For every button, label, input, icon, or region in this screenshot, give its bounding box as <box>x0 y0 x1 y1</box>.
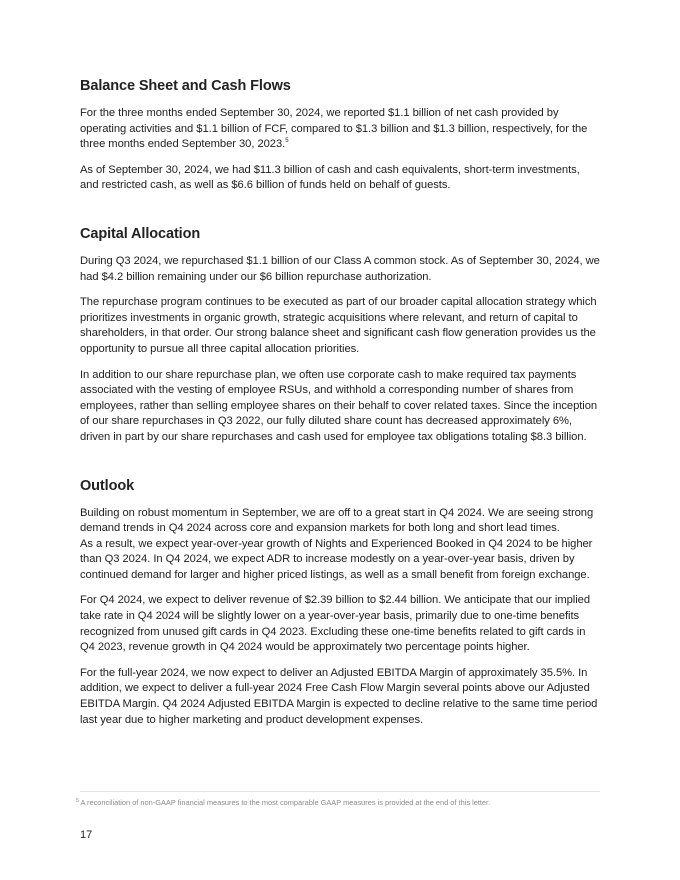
paragraph: For Q4 2024, we expect to deliver revenue of $2.39 billion to $2.44 billion. We anticipate that our implied take rate in Q4 2024 will be slightly lower on a year-over-year basis, primarily due to one-time benefits recognized from unused gift cards in Q4 2023. Excluding these one-time benefits related to gift cards in Q4 2023, revenue growth in Q4 2024 would be approximately two percentage points higher. <box>80 594 590 654</box>
footnote-ref[interactable]: 5 <box>285 138 289 145</box>
paragraph-text: Building on robust momentum in September, we are off to a great start in Q4 2024. We are seeing strong demand trends in Q4 2024 across core and expansion markets for both long and short lead times. <box>80 506 594 535</box>
section-outlook <box>80 476 600 729</box>
paragraph: During Q3 2024, we repurchased $1.1 billion of our Class A common stock. As of September 30, 2024, we had $4.2 billion remaining under our $6 billion repurchase authorization. <box>80 254 600 283</box>
section-heading: Outlook <box>80 477 135 494</box>
footnote-divider <box>80 791 600 792</box>
paragraph <box>80 106 600 153</box>
section-capital-allocation <box>80 224 600 446</box>
paragraph-continuation: As a result, we expect year-over-year growth of Nights and Experienced Booked in Q4 2024 to be higher than Q3 2024. In Q4 2024, we expect ADR to increase modestly on a year-over-year basis, driven by continued demand for larger and higher priced listings, as well as a small benefit from foreign exchange. <box>80 537 593 581</box>
section-heading: Capital Allocation <box>80 225 201 242</box>
page-number: 17 <box>80 829 93 841</box>
footnote-text: A reconciliation of non-GAAP financial measures to the most comparable GAAP measures is provided at the end of this letter. <box>80 798 491 807</box>
paragraph-text: For the three months ended September 30, 2024, we reported $1.1 billion of net cash provided by operating activities and $1.1 billion of FCF, compared to $1.3 billion and $1.3 billion, respectively, for the three months ended September 30, 2023. <box>80 107 588 151</box>
paragraph: In addition to our share repurchase plan, we often use corporate cash to make required tax payments associated with the vesting of employee RSUs, and withhold a corresponding number of shares from employees, rather than selling employee shares on their behalf to cover related taxes. Since the inception of our share repurchases in Q3 2022, our fully diluted share count has decreased approximately 6%, driven in part by our share repurchases and cash used for employee tax obligations totaling $8.3 billion. <box>80 368 598 443</box>
section-balance-sheet <box>80 76 600 194</box>
footnote-marker: 5 <box>76 798 79 804</box>
page-content <box>80 76 600 744</box>
section-heading: Balance Sheet and Cash Flows <box>80 78 291 94</box>
paragraph: For the full-year 2024, we now expect to deliver an Adjusted EBITDA Margin of approximately 35.5%. In addition, we expect to deliver a full-year 2024 Free Cash Flow Margin several points above our Adjusted EBITDA Margin. Q4 2024 Adjusted EBITDA Margin is expected to decline relative to the same time period last year due to higher marketing and product development expenses. <box>80 666 598 726</box>
paragraph: The repurchase program continues to be executed as part of our broader capital allocation strategy which prioritizes investments in organic growth, strategic acquisitions where relevant, and return of capital to shareholders, in that order. Our strong balance sheet and significant cash flow generation provides us the opportunity to pursue all three capital allocation priorities. <box>80 296 597 355</box>
footnote <box>76 798 606 808</box>
paragraph <box>80 506 600 584</box>
paragraph: As of September 30, 2024, we had $11.3 billion of cash and cash equivalents, short-term investments, and restricted cash, as well as $6.6 billion of funds held on behalf of guests. <box>80 163 580 192</box>
